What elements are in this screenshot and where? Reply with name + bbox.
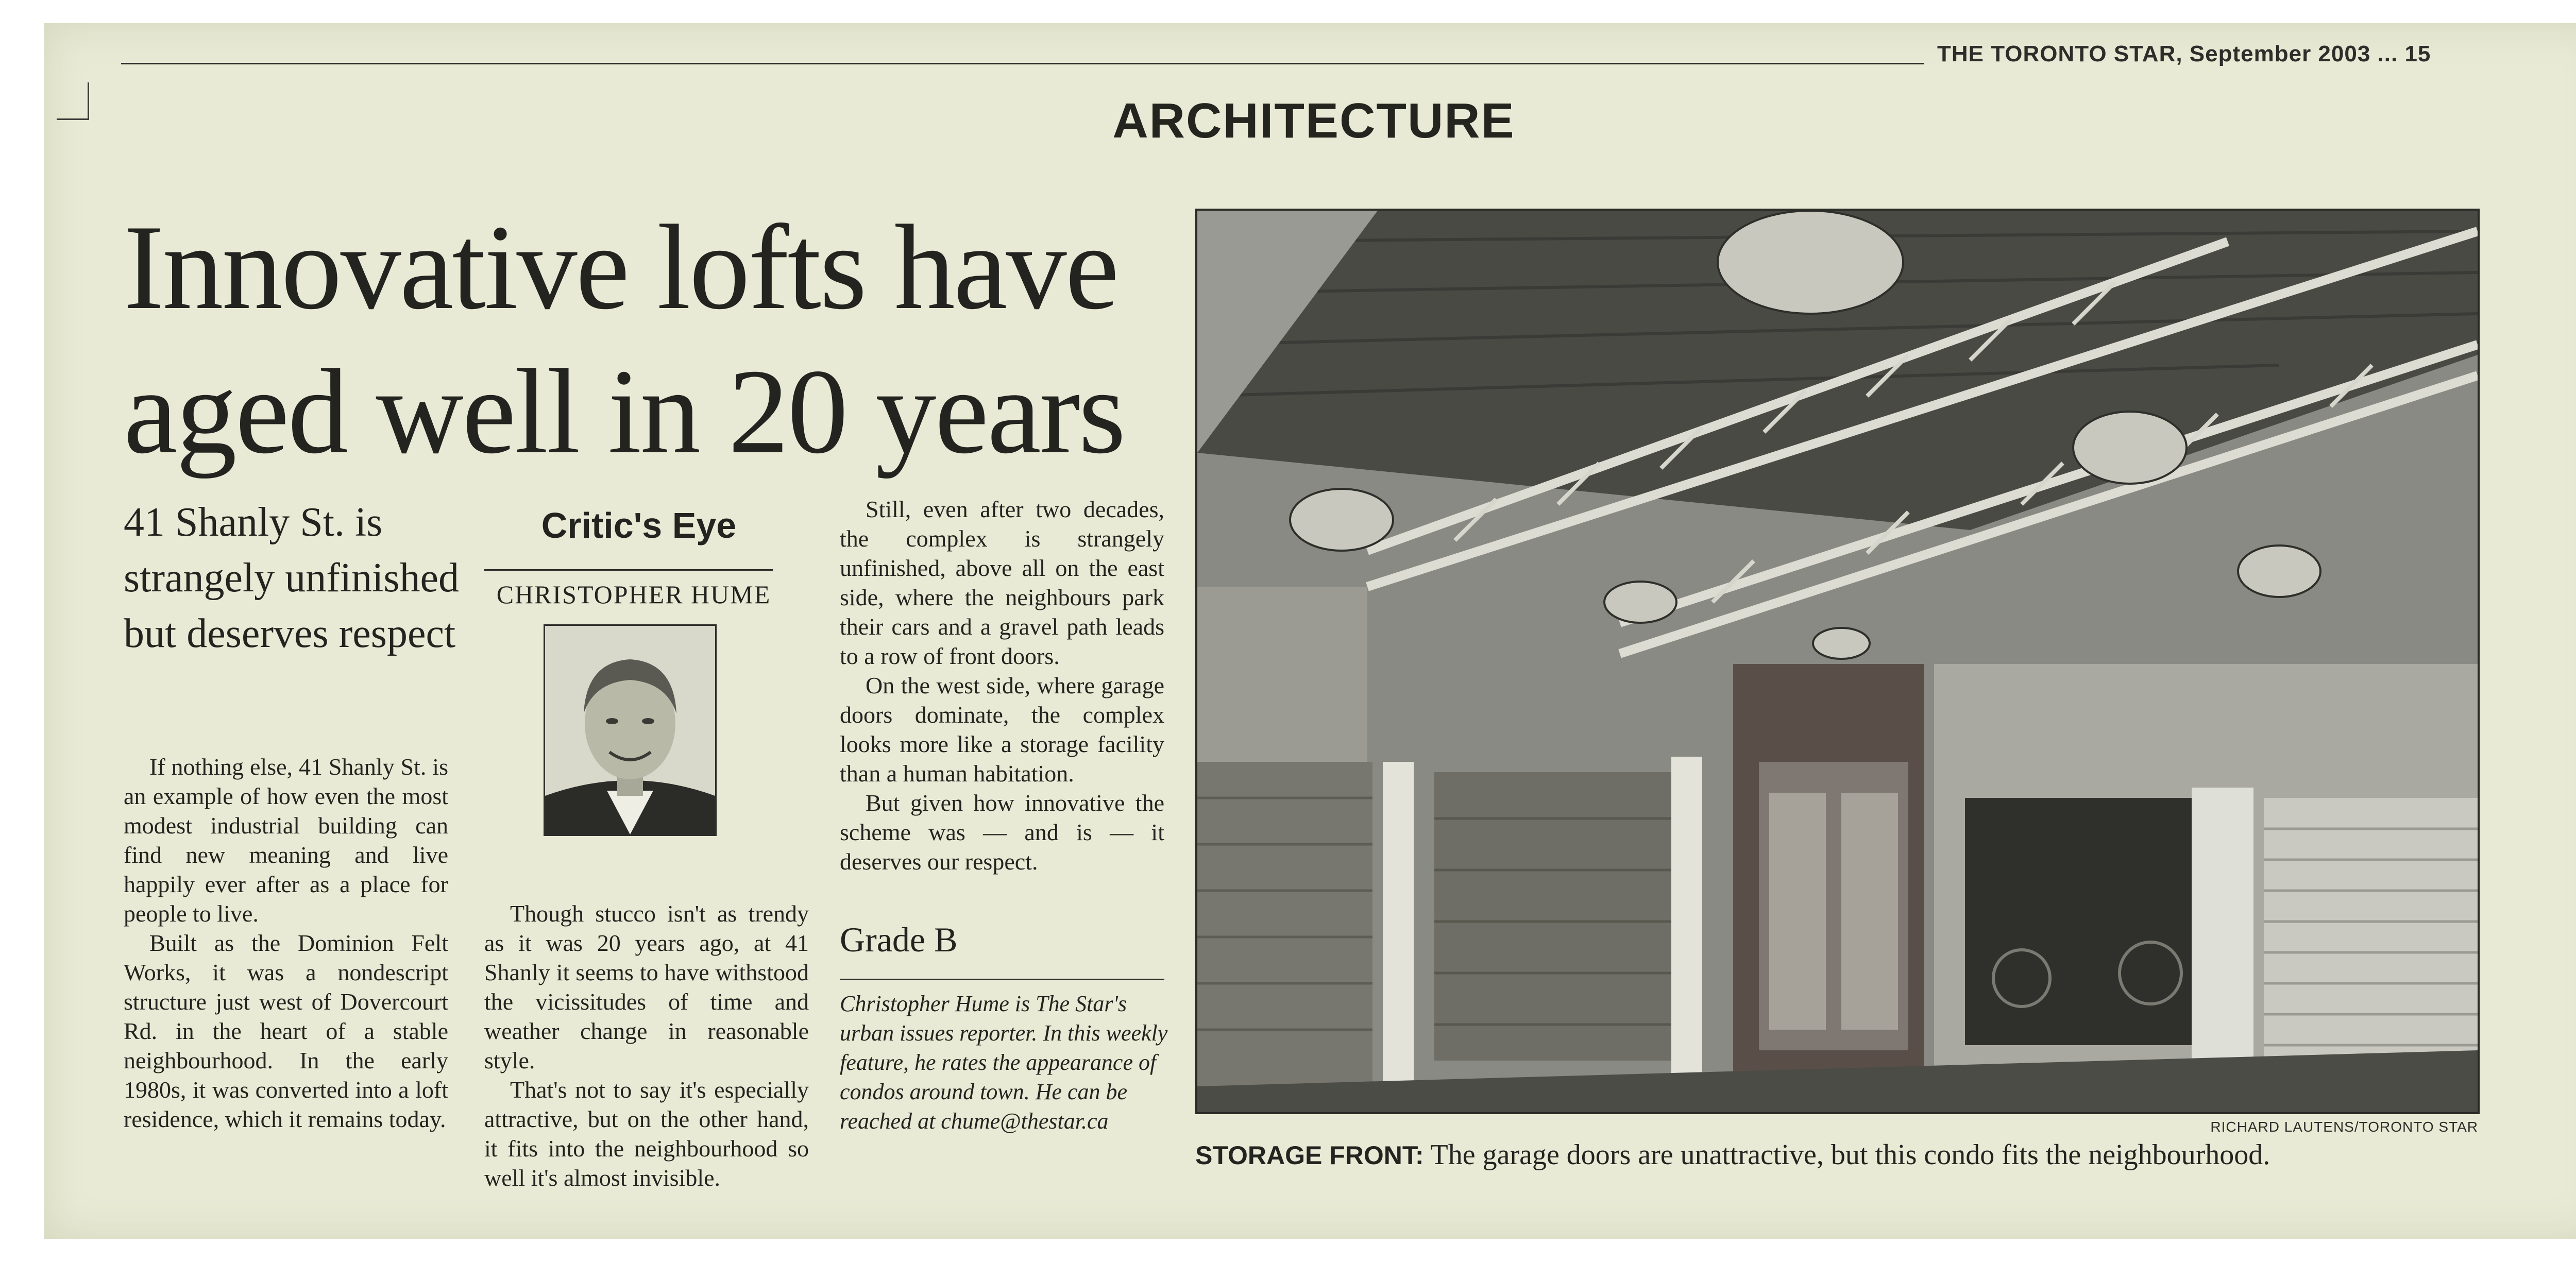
paragraph: If nothing else, 41 Shanly St. is an example of how even the most modest industrial building can find new meaning and live happily ever after as a place for people to live.	[124, 754, 448, 927]
photo-credit: RICHARD LAUTENS/TORONTO STAR	[2210, 1119, 2478, 1135]
deck: 41 Shanly St. is strangely unfinished but deserves respect	[124, 500, 459, 656]
kicker-rule	[484, 569, 773, 571]
caption-lead: STORAGE FRONT:	[1195, 1141, 1424, 1170]
author-bio: Christopher Hume is The Star's urban issues reporter. In this weekly feature, he rates the appearance of condos around town. He can be reached at chume@thestar.ca	[840, 991, 1168, 1134]
article-column-1	[124, 752, 448, 1134]
headline: Innovative lofts have aged well in 20 years	[124, 200, 1125, 479]
article-column-2	[484, 899, 809, 1192]
paragraph: That's not to say it's especially attractive, but on the other hand, it fits into the neighbourhood so well it's almost invisible.	[484, 1077, 809, 1191]
paragraph: But given how innovative the scheme was — and is — it deserves our respect.	[840, 790, 1164, 875]
photo-caption	[1195, 1138, 2483, 1171]
paragraph: On the west side, where garage doors dominate, the complex looks more like a storage facility than a human habitation.	[840, 672, 1164, 787]
paragraph: Though stucco isn't as trendy as it was 20 years ago, at 41 Shanly it seems to have withstood the vicissitudes of time and weather change in reasonable style.	[484, 900, 809, 1073]
masthead: THE TORONTO STAR, September 2003 ... 15	[1937, 41, 2431, 66]
caption-text: The garage doors are unattractive, but this condo fits the neighbourhood.	[1423, 1139, 2270, 1171]
masthead-rule	[121, 63, 1924, 64]
bio-rule	[840, 979, 1164, 980]
author-photo	[544, 624, 717, 836]
grade: Grade B	[840, 920, 958, 959]
column-kicker: Critic's Eye	[541, 505, 737, 545]
paragraph: Built as the Dominion Felt Works, it was a nondescript structure just west of Dovercourt Rd. in the heart of a stable neighbourhood. In the early 1980s, it was converted into a loft residence, which it remains today.	[124, 930, 448, 1132]
crop-mark	[57, 82, 89, 120]
paragraph: Still, even after two decades, the complex is strangely unfinished, above all on the east side, where the neighbours park their cars and a gravel path leads to a row of front doors.	[840, 496, 1164, 669]
byline: CHRISTOPHER HUME	[496, 580, 771, 609]
section-label: ARCHITECTURE	[1112, 93, 1515, 148]
article-column-3	[840, 494, 1164, 876]
loft-photo	[1195, 209, 2480, 1114]
